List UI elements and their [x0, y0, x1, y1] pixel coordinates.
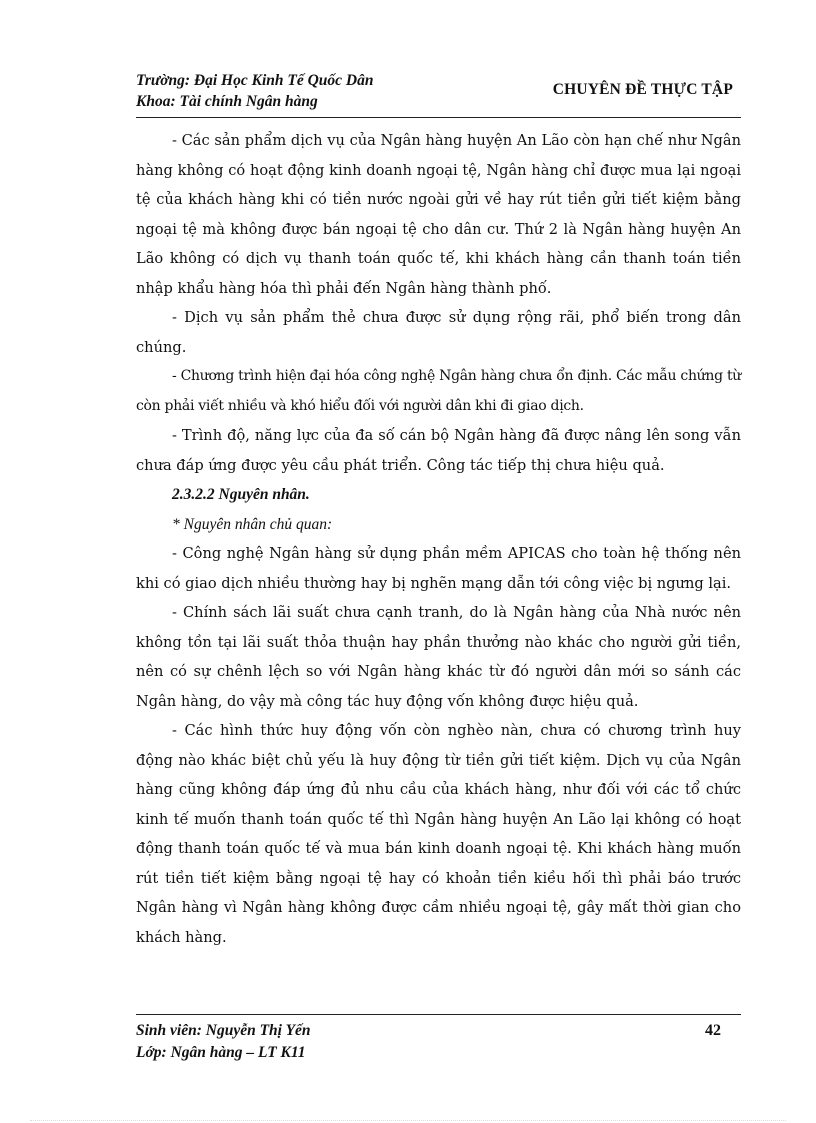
footer-author — [136, 1020, 311, 1064]
paragraph: - Các hình thức huy động vốn còn nghèo nàn, chưa có chương trình huy động nào khác biệt chủ yếu là huy động từ tiền gửi tiết kiệm. Dịch vụ của Ngân hàng cũng không đáp ứng đủ nhu cầu của khách hàng, như đối với các tổ chức kinh tế muốn thanh toán quốc tế thì Ngân hàng huyện An Lão lại không có hoạt động thanh toán quốc tế và mua bán kinh doanh ngoại tệ. Khi khách hàng muốn rút tiền tiết kiệm bằng ngoại tệ hay có khoản tiền kiều hối thì phải báo trước Ngân hàng vì Ngân hàng không được cầm nhiều ngoại tệ, gây mất thời gian cho khách hàng. — [136, 722, 741, 946]
header-divider — [136, 117, 741, 118]
document-type: CHUYÊN ĐỀ THỰC TẬP — [552, 81, 733, 98]
paragraph: - Trình độ, năng lực của đa số cán bộ Ngân hàng đã được nâng lên song vẫn chưa đáp ứng được yêu cầu phát triển. Công tác tiếp thị chưa hiệu quả. — [136, 427, 741, 474]
footer-divider — [136, 1014, 741, 1015]
page-edge-divider — [30, 1120, 786, 1121]
page-header — [136, 70, 741, 120]
school-name: Trường: Đại Học Kinh Tế Quốc Dân — [136, 72, 374, 89]
document-body — [136, 126, 741, 952]
class-name: Lớp: Ngân hàng – LT K11 — [136, 1044, 306, 1061]
subsection-heading: * Nguyên nhân chủ quan: — [172, 515, 333, 533]
page-footer — [136, 1020, 741, 1070]
faculty-name: Khoa: Tài chính Ngân hàng — [136, 93, 318, 110]
paragraph: - Công nghệ Ngân hàng sử dụng phần mềm APICAS cho toàn hệ thống nên khi có giao dịch nhiều thường hay bị nghẽn mạng dẫn tới công việc bị ngưng lại. — [136, 545, 741, 592]
paragraph: - Các sản phẩm dịch vụ của Ngân hàng huyện An Lão còn hạn chế như Ngân hàng không có hoạt động kinh doanh ngoại tệ, Ngân hàng chỉ được mua lại ngoại tệ của khách hàng khi có tiền nước ngoài gửi về hay rút tiền gửi tiết kiệm bằng ngoại tệ mà không được bán ngoại tệ cho dân cư. Thứ 2 là Ngân hàng huyện An Lão không có dịch vụ thanh toán quốc tế, khi khách hàng cần thanh toán tiền nhập khẩu hàng hóa thì phải đến Ngân hàng thành phố. — [136, 132, 741, 297]
page-number: 42 — [705, 1022, 721, 1039]
header-institution — [136, 70, 374, 112]
paragraph: - Dịch vụ sản phẩm thẻ chưa được sử dụng rộng rãi, phổ biến trong dân chúng. — [136, 309, 741, 356]
section-heading: 2.3.2.2 Nguyên nhân. — [172, 486, 310, 503]
student-name: Sinh viên: Nguyễn Thị Yến — [136, 1022, 311, 1039]
paragraph: - Chương trình hiện đại hóa công nghệ Ngân hàng chưa ổn định. Các mẫu chứng từ còn phải viết nhiều và khó hiểu đối với người dân khi đi giao dịch. — [136, 368, 741, 414]
paragraph: - Chính sách lãi suất chưa cạnh tranh, do là Ngân hàng của Nhà nước nên không tồn tại lãi suất thỏa thuận hay phần thưởng nào khác cho người gửi tiền, nên có sự chênh lệch so với Ngân hàng khác từ đó người dân mới so sánh các Ngân hàng, do vậy mà công tác huy động vốn không được hiệu quả. — [136, 604, 741, 710]
